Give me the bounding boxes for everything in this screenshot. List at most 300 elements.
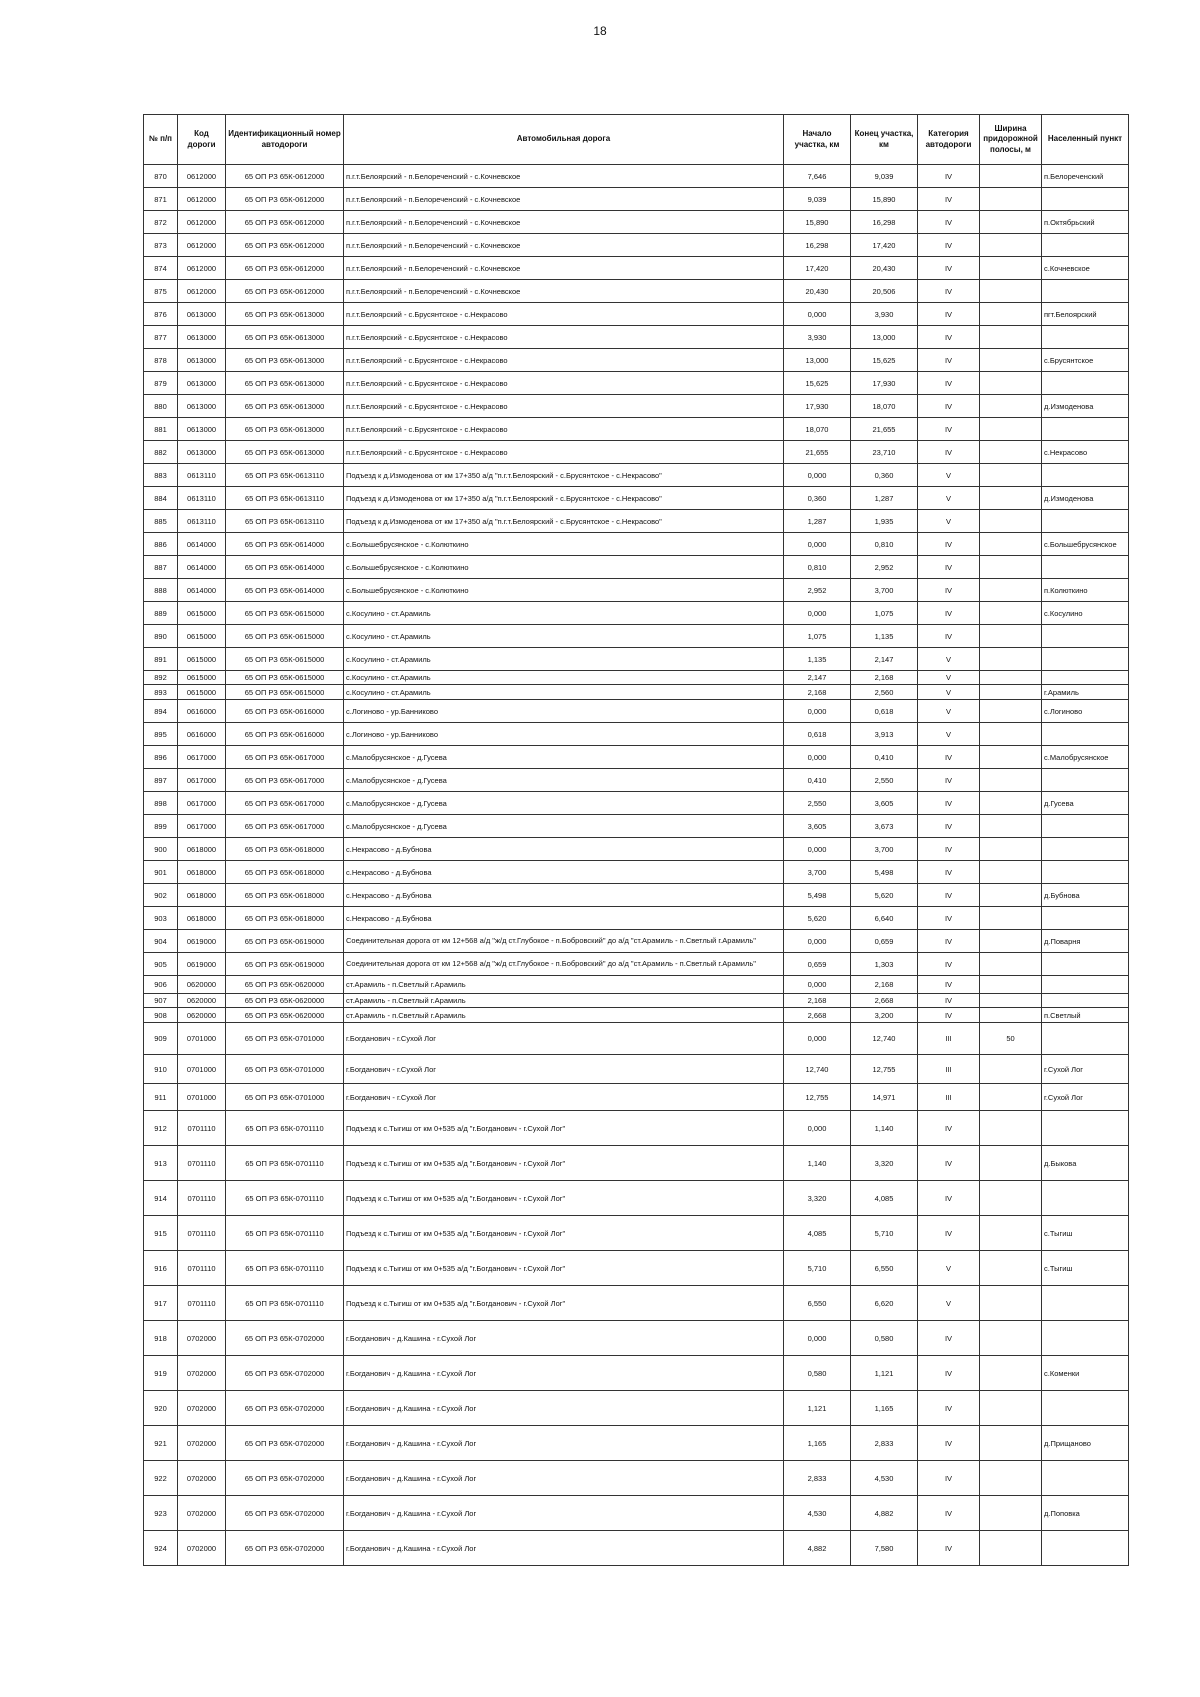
cell-road: с.Малобрусянское - д.Гусева [344,746,784,769]
cell-width [980,1181,1042,1216]
table-row [144,1216,1129,1251]
cell-road: п.г.т.Белоярский - с.Брусянтское - с.Некрасово [344,303,784,326]
cell-code: 0615000 [178,602,226,625]
cell-start: 0,659 [784,953,851,976]
cell-start: 0,000 [784,303,851,326]
cell-road: п.г.т.Белоярский - п.Белореченский - с.Кочневское [344,211,784,234]
cell-road: Соединительная дорога от км 12+568 а/д "ж/д ст.Глубокое - п.Бобровский" до а/д "ст.Арамиль - п.Светлый г.Арамиль" [344,953,784,976]
cell-road: п.г.т.Белоярский - с.Брусянтское - с.Некрасово [344,418,784,441]
cell-code: 0616000 [178,723,226,746]
table-row [144,671,1129,685]
cell-settlement [1042,280,1129,303]
cell-end: 20,506 [851,280,918,303]
cell-width [980,1391,1042,1426]
table-row [144,1055,1129,1084]
cell-no: 888 [144,579,178,602]
cell-cat: IV [918,1391,980,1426]
cell-cat: V [918,700,980,723]
table-row [144,884,1129,907]
cell-start: 17,930 [784,395,851,418]
cell-end: 3,605 [851,792,918,815]
cell-settlement [1042,326,1129,349]
cell-id: 65 ОП РЗ 65К-0702000 [226,1496,344,1531]
cell-id: 65 ОП РЗ 65К-0619000 [226,953,344,976]
cell-start: 20,430 [784,280,851,303]
table-row [144,211,1129,234]
cell-code: 0613000 [178,441,226,464]
cell-no: 914 [144,1181,178,1216]
table-row [144,234,1129,257]
table-row [144,953,1129,976]
cell-settlement: пгт.Белоярский [1042,303,1129,326]
cell-id: 65 ОП РЗ 65К-0612000 [226,234,344,257]
table-row [144,1181,1129,1216]
cell-width [980,815,1042,838]
cell-id: 65 ОП РЗ 65К-0613110 [226,510,344,533]
cell-settlement [1042,648,1129,671]
table-row [144,280,1129,303]
cell-id: 65 ОП РЗ 65К-0617000 [226,746,344,769]
cell-code: 0701110 [178,1146,226,1181]
cell-id: 65 ОП РЗ 65К-0612000 [226,257,344,280]
cell-id: 65 ОП РЗ 65К-0617000 [226,769,344,792]
cell-cat: IV [918,1181,980,1216]
cell-road: г.Богданович - д.Кашина - г.Сухой Лог [344,1356,784,1391]
cell-no: 901 [144,861,178,884]
cell-id: 65 ОП РЗ 65К-0702000 [226,1391,344,1426]
table-row [144,1531,1129,1566]
cell-code: 0701000 [178,1055,226,1084]
table-row [144,1023,1129,1055]
cell-id: 65 ОП РЗ 65К-0620000 [226,994,344,1008]
cell-width [980,1321,1042,1356]
cell-id: 65 ОП РЗ 65К-0618000 [226,861,344,884]
cell-no: 878 [144,349,178,372]
cell-cat: IV [918,746,980,769]
cell-no: 874 [144,257,178,280]
cell-cat: IV [918,1531,980,1566]
cell-id: 65 ОП РЗ 65К-0612000 [226,165,344,188]
cell-no: 903 [144,907,178,930]
cell-code: 0613000 [178,349,226,372]
cell-road: г.Богданович - д.Кашина - г.Сухой Лог [344,1496,784,1531]
cell-road: Подъезд к с.Тыгиш от км 0+535 а/д "г.Богданович - г.Сухой Лог" [344,1216,784,1251]
cell-settlement: г.Арамиль [1042,685,1129,700]
cell-cat: IV [918,234,980,257]
cell-end: 20,430 [851,257,918,280]
cell-start: 4,882 [784,1531,851,1566]
cell-code: 0701110 [178,1216,226,1251]
cell-settlement [1042,815,1129,838]
cell-settlement [1042,769,1129,792]
cell-cat: V [918,671,980,685]
table-row [144,188,1129,211]
cell-code: 0613000 [178,372,226,395]
cell-end: 0,580 [851,1321,918,1356]
cell-cat: IV [918,1356,980,1391]
cell-settlement: п.Колюткино [1042,579,1129,602]
cell-end: 2,168 [851,671,918,685]
cell-id: 65 ОП РЗ 65К-0701000 [226,1084,344,1111]
cell-width [980,1216,1042,1251]
cell-width [980,326,1042,349]
cell-width [980,602,1042,625]
cell-road: с.Большебрусянское - с.Колюткино [344,579,784,602]
cell-id: 65 ОП РЗ 65К-0702000 [226,1531,344,1566]
cell-cat: V [918,510,980,533]
cell-id: 65 ОП РЗ 65К-0613000 [226,326,344,349]
cell-end: 1,121 [851,1356,918,1391]
table-row [144,625,1129,648]
cell-code: 0702000 [178,1461,226,1496]
cell-start: 2,833 [784,1461,851,1496]
cell-code: 0614000 [178,533,226,556]
cell-id: 65 ОП РЗ 65К-0618000 [226,884,344,907]
cell-settlement [1042,953,1129,976]
cell-code: 0618000 [178,861,226,884]
table-row [144,976,1129,994]
cell-no: 912 [144,1111,178,1146]
cell-id: 65 ОП РЗ 65К-0701110 [226,1216,344,1251]
cell-cat: IV [918,1146,980,1181]
cell-id: 65 ОП РЗ 65К-0616000 [226,723,344,746]
cell-end: 1,075 [851,602,918,625]
cell-code: 0617000 [178,746,226,769]
header-code: Код дороги [178,115,226,165]
cell-end: 4,882 [851,1496,918,1531]
cell-width [980,579,1042,602]
cell-no: 900 [144,838,178,861]
cell-no: 911 [144,1084,178,1111]
cell-width [980,464,1042,487]
cell-road: п.г.т.Белоярский - п.Белореченский - с.Кочневское [344,165,784,188]
cell-settlement: д.Гусева [1042,792,1129,815]
cell-code: 0701000 [178,1084,226,1111]
cell-id: 65 ОП РЗ 65К-0613000 [226,418,344,441]
cell-end: 5,498 [851,861,918,884]
cell-start: 0,000 [784,838,851,861]
cell-code: 0612000 [178,280,226,303]
table-row [144,1426,1129,1461]
cell-start: 5,710 [784,1251,851,1286]
cell-no: 890 [144,625,178,648]
cell-start: 12,755 [784,1084,851,1111]
cell-start: 0,000 [784,602,851,625]
cell-code: 0702000 [178,1496,226,1531]
cell-start: 2,147 [784,671,851,685]
cell-code: 0702000 [178,1391,226,1426]
cell-id: 65 ОП РЗ 65К-0702000 [226,1461,344,1496]
cell-id: 65 ОП РЗ 65К-0614000 [226,533,344,556]
cell-start: 13,000 [784,349,851,372]
cell-settlement [1042,556,1129,579]
cell-width [980,188,1042,211]
cell-code: 0701110 [178,1251,226,1286]
cell-end: 13,000 [851,326,918,349]
cell-start: 0,000 [784,464,851,487]
cell-width [980,671,1042,685]
cell-settlement: с.Большебрусянское [1042,533,1129,556]
cell-code: 0620000 [178,976,226,994]
cell-start: 0,410 [784,769,851,792]
cell-code: 0614000 [178,579,226,602]
cell-cat: V [918,464,980,487]
cell-width [980,395,1042,418]
cell-id: 65 ОП РЗ 65К-0613110 [226,487,344,510]
cell-settlement: д.Бубнова [1042,884,1129,907]
cell-width [980,1055,1042,1084]
cell-id: 65 ОП РЗ 65К-0613000 [226,372,344,395]
cell-cat: IV [918,1461,980,1496]
cell-no: 899 [144,815,178,838]
cell-start: 1,165 [784,1426,851,1461]
cell-end: 23,710 [851,441,918,464]
cell-road: п.г.т.Белоярский - п.Белореченский - с.Кочневское [344,188,784,211]
cell-start: 16,298 [784,234,851,257]
cell-end: 3,673 [851,815,918,838]
cell-road: с.Логиново - ур.Банниково [344,723,784,746]
cell-start: 0,580 [784,1356,851,1391]
table-row [144,994,1129,1008]
cell-id: 65 ОП РЗ 65К-0701000 [226,1055,344,1084]
table-row [144,907,1129,930]
table-row [144,303,1129,326]
cell-road: Подъезд к д.Измоденова от км 17+350 а/д "п.г.т.Белоярский - с.Брусянтское - с.Некрасово" [344,464,784,487]
cell-cat: IV [918,953,980,976]
cell-cat: IV [918,1111,980,1146]
cell-code: 0620000 [178,1008,226,1023]
cell-id: 65 ОП РЗ 65К-0702000 [226,1426,344,1461]
cell-cat: IV [918,815,980,838]
cell-id: 65 ОП РЗ 65К-0612000 [226,188,344,211]
cell-width [980,838,1042,861]
cell-code: 0617000 [178,792,226,815]
cell-road: г.Богданович - д.Кашина - г.Сухой Лог [344,1531,784,1566]
cell-width [980,418,1042,441]
cell-code: 0614000 [178,556,226,579]
cell-road: Подъезд к с.Тыгиш от км 0+535 а/д "г.Богданович - г.Сухой Лог" [344,1146,784,1181]
cell-settlement: с.Коменки [1042,1356,1129,1391]
cell-end: 6,620 [851,1286,918,1321]
cell-width [980,303,1042,326]
cell-code: 0615000 [178,685,226,700]
cell-start: 15,890 [784,211,851,234]
cell-cat: IV [918,907,980,930]
cell-road: с.Некрасово - д.Бубнова [344,907,784,930]
cell-code: 0702000 [178,1426,226,1461]
cell-start: 0,000 [784,1023,851,1055]
cell-no: 906 [144,976,178,994]
cell-start: 5,498 [784,884,851,907]
cell-width [980,746,1042,769]
cell-start: 6,550 [784,1286,851,1321]
cell-start: 3,700 [784,861,851,884]
cell-settlement: с.Логиново [1042,700,1129,723]
cell-start: 0,000 [784,700,851,723]
cell-settlement [1042,372,1129,395]
cell-id: 65 ОП РЗ 65К-0615000 [226,671,344,685]
cell-cat: V [918,685,980,700]
cell-width [980,976,1042,994]
cell-no: 880 [144,395,178,418]
cell-id: 65 ОП РЗ 65К-0614000 [226,556,344,579]
table-row [144,556,1129,579]
cell-cat: IV [918,930,980,953]
cell-settlement: г.Сухой Лог [1042,1055,1129,1084]
cell-end: 2,952 [851,556,918,579]
cell-settlement: п.Светлый [1042,1008,1129,1023]
cell-no: 898 [144,792,178,815]
cell-id: 65 ОП РЗ 65К-0701110 [226,1146,344,1181]
cell-no: 884 [144,487,178,510]
cell-road: с.Косулино - ст.Арамиль [344,625,784,648]
cell-width [980,510,1042,533]
cell-code: 0616000 [178,700,226,723]
cell-road: Подъезд к с.Тыгиш от км 0+535 а/д "г.Богданович - г.Сухой Лог" [344,1111,784,1146]
cell-end: 0,810 [851,533,918,556]
cell-code: 0702000 [178,1531,226,1566]
cell-id: 65 ОП РЗ 65К-0612000 [226,211,344,234]
header-width: Ширина придорожной полосы, м [980,115,1042,165]
cell-settlement: д.Прищаново [1042,1426,1129,1461]
cell-code: 0619000 [178,953,226,976]
cell-end: 0,659 [851,930,918,953]
table-row [144,769,1129,792]
cell-settlement [1042,234,1129,257]
cell-road: п.г.т.Белоярский - п.Белореченский - с.Кочневское [344,234,784,257]
cell-road: г.Богданович - г.Сухой Лог [344,1084,784,1111]
cell-end: 17,930 [851,372,918,395]
cell-width [980,648,1042,671]
table-row [144,395,1129,418]
cell-end: 7,580 [851,1531,918,1566]
cell-road: г.Богданович - г.Сухой Лог [344,1055,784,1084]
cell-id: 65 ОП РЗ 65К-0614000 [226,579,344,602]
cell-start: 0,000 [784,930,851,953]
cell-no: 889 [144,602,178,625]
cell-id: 65 ОП РЗ 65К-0701110 [226,1181,344,1216]
cell-no: 885 [144,510,178,533]
cell-no: 904 [144,930,178,953]
header-start: Начало участка, км [784,115,851,165]
cell-road: г.Богданович - д.Кашина - г.Сухой Лог [344,1321,784,1356]
cell-end: 6,640 [851,907,918,930]
cell-id: 65 ОП РЗ 65К-0620000 [226,1008,344,1023]
cell-width [980,625,1042,648]
cell-settlement [1042,907,1129,930]
cell-start: 2,168 [784,685,851,700]
cell-start: 4,085 [784,1216,851,1251]
cell-settlement [1042,1181,1129,1216]
cell-end: 18,070 [851,395,918,418]
cell-settlement: г.Сухой Лог [1042,1084,1129,1111]
header-end: Конец участка, км [851,115,918,165]
cell-road: Соединительная дорога от км 12+568 а/д "ж/д ст.Глубокое - п.Бобровский" до а/д "ст.Арамиль - п.Светлый г.Арамиль" [344,930,784,953]
header-category: Категория автодороги [918,115,980,165]
cell-start: 2,668 [784,1008,851,1023]
table-row [144,723,1129,746]
cell-cat: III [918,1023,980,1055]
cell-no: 892 [144,671,178,685]
cell-width [980,907,1042,930]
cell-settlement [1042,994,1129,1008]
cell-settlement [1042,1111,1129,1146]
cell-end: 1,303 [851,953,918,976]
cell-end: 16,298 [851,211,918,234]
cell-width [980,349,1042,372]
cell-id: 65 ОП РЗ 65К-0619000 [226,930,344,953]
cell-road: с.Некрасово - д.Бубнова [344,884,784,907]
cell-end: 3,320 [851,1146,918,1181]
cell-id: 65 ОП РЗ 65К-0702000 [226,1321,344,1356]
cell-start: 0,000 [784,533,851,556]
cell-cat: IV [918,1496,980,1531]
cell-code: 0613110 [178,487,226,510]
cell-road: г.Богданович - д.Кашина - г.Сухой Лог [344,1391,784,1426]
cell-start: 0,360 [784,487,851,510]
table-row [144,815,1129,838]
cell-cat: IV [918,792,980,815]
cell-start: 3,320 [784,1181,851,1216]
cell-end: 5,710 [851,1216,918,1251]
cell-cat: IV [918,994,980,1008]
header-road: Автомобильная дорога [344,115,784,165]
cell-start: 1,121 [784,1391,851,1426]
cell-end: 4,085 [851,1181,918,1216]
cell-id: 65 ОП РЗ 65К-0617000 [226,792,344,815]
cell-no: 910 [144,1055,178,1084]
cell-code: 0617000 [178,769,226,792]
cell-end: 12,755 [851,1055,918,1084]
cell-no: 877 [144,326,178,349]
roads-table [143,114,1129,1566]
cell-settlement [1042,464,1129,487]
cell-width [980,234,1042,257]
cell-width [980,884,1042,907]
table-row [144,372,1129,395]
cell-width [980,994,1042,1008]
cell-end: 14,971 [851,1084,918,1111]
cell-width [980,700,1042,723]
cell-id: 65 ОП РЗ 65К-0618000 [226,838,344,861]
cell-road: с.Большебрусянское - с.Колюткино [344,556,784,579]
cell-end: 1,140 [851,1111,918,1146]
cell-road: Подъезд к с.Тыгиш от км 0+535 а/д "г.Богданович - г.Сухой Лог" [344,1286,784,1321]
cell-cat: IV [918,1216,980,1251]
cell-settlement [1042,1391,1129,1426]
cell-start: 0,000 [784,746,851,769]
header-settlement: Населенный пункт [1042,115,1129,165]
cell-road: с.Косулино - ст.Арамиль [344,685,784,700]
cell-id: 65 ОП РЗ 65К-0613110 [226,464,344,487]
cell-no: 886 [144,533,178,556]
cell-start: 0,000 [784,1111,851,1146]
cell-cat: IV [918,372,980,395]
cell-no: 891 [144,648,178,671]
cell-id: 65 ОП РЗ 65К-0702000 [226,1356,344,1391]
cell-cat: IV [918,257,980,280]
cell-no: 918 [144,1321,178,1356]
cell-start: 4,530 [784,1496,851,1531]
cell-code: 0613110 [178,464,226,487]
cell-no: 873 [144,234,178,257]
cell-width [980,165,1042,188]
cell-no: 894 [144,700,178,723]
cell-end: 1,135 [851,625,918,648]
cell-cat: IV [918,349,980,372]
cell-end: 2,833 [851,1426,918,1461]
cell-no: 870 [144,165,178,188]
